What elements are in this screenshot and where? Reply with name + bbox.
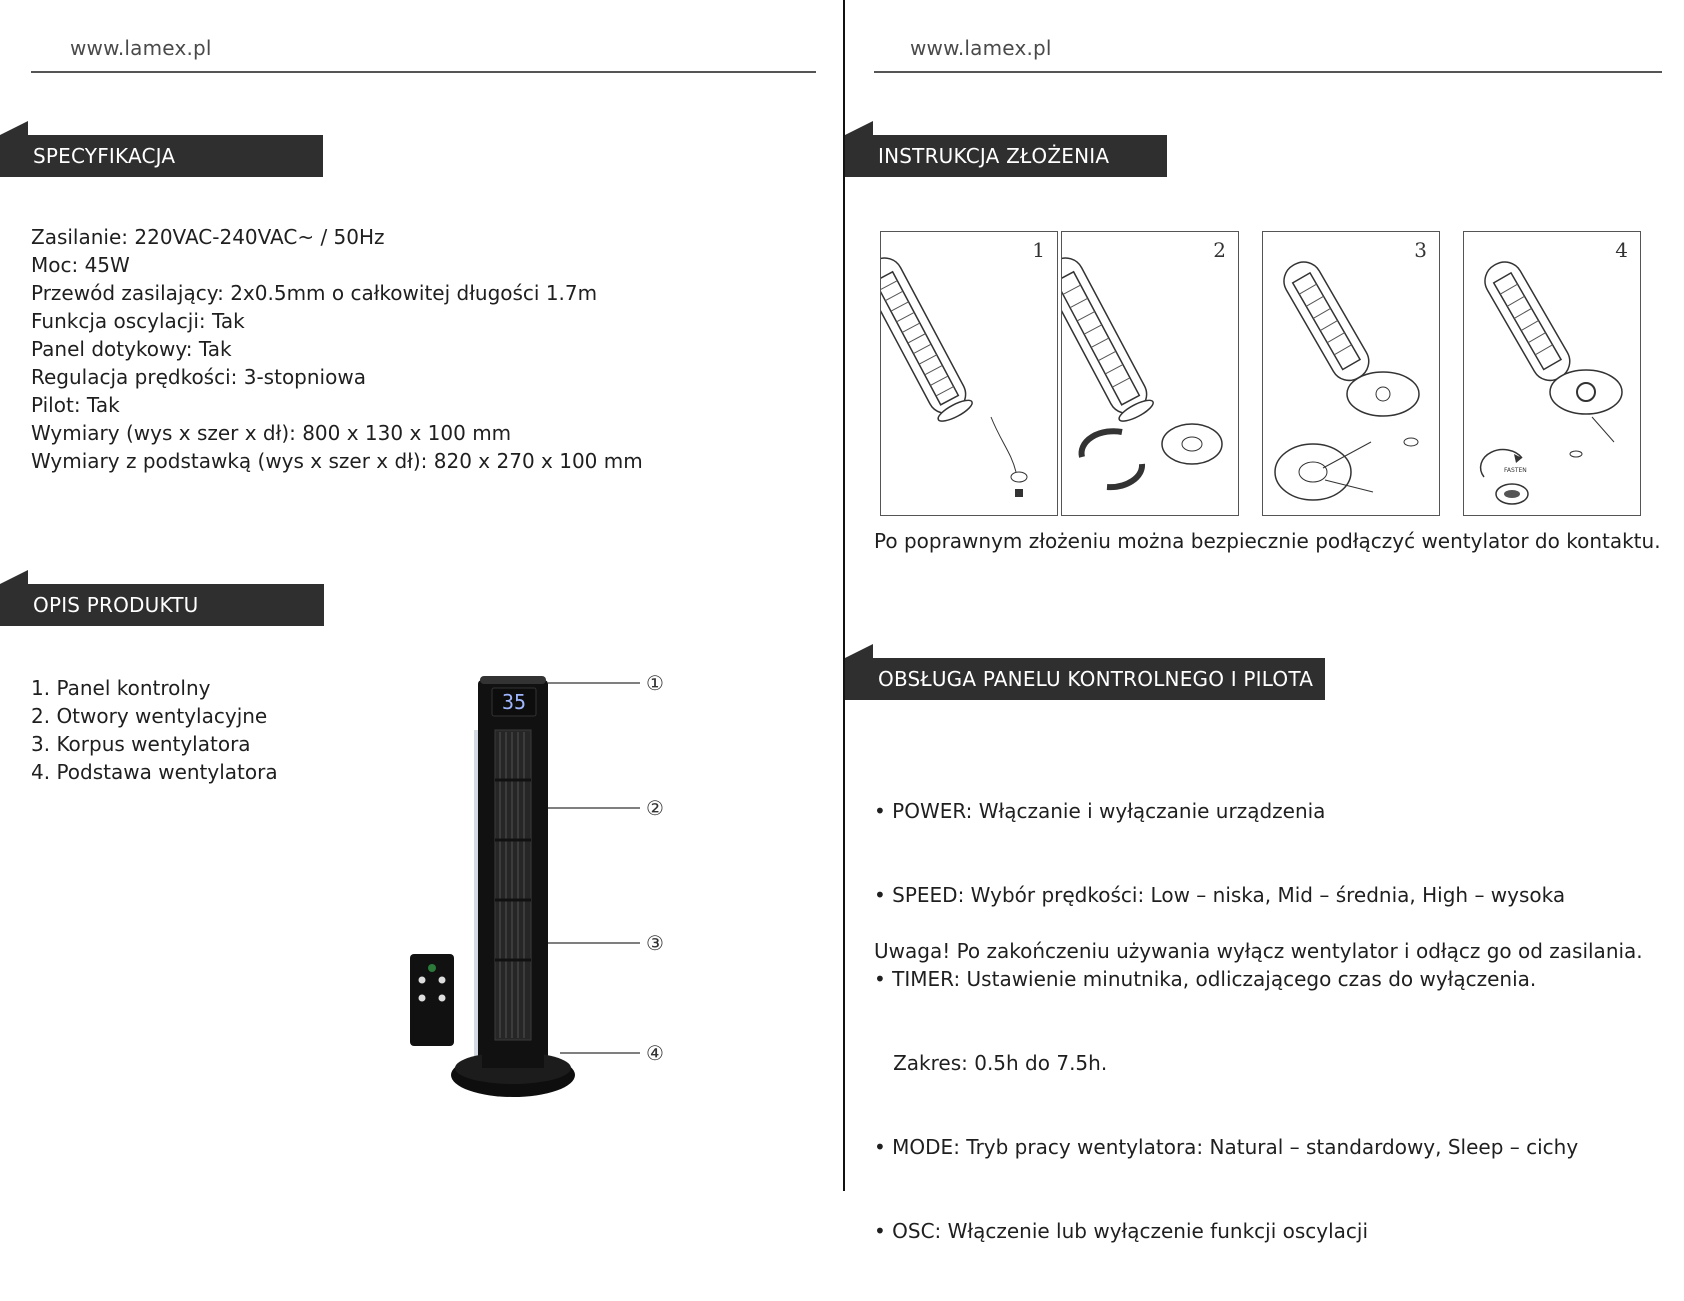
assembly-step-1 (880, 231, 1058, 516)
spec-section-title: SPECYFIKACJA (0, 135, 323, 177)
callout-1: ① (646, 671, 664, 695)
spec-line: Moc: 45W (31, 253, 130, 277)
warning-note: Uwaga! Po zakończeniu używania wyłącz wentylator i odłącz go od zasilania. (874, 939, 1643, 963)
description-item: 1. Panel kontrolny (31, 676, 211, 700)
header-divider (874, 71, 1662, 73)
spec-line: Pilot: Tak (31, 393, 120, 417)
assembly-step-2 (1061, 231, 1239, 516)
header-divider (31, 71, 816, 73)
assembly-step-3 (1262, 231, 1440, 516)
description-item: 4. Podstawa wentylatora (31, 760, 278, 784)
description-item: 3. Korpus wentylatora (31, 732, 251, 756)
remote-control (410, 954, 454, 1046)
step-number: 3 (1414, 238, 1427, 262)
right-page (845, 0, 1684, 1243)
spec-line: Zasilanie: 220VAC-240VAC~ / 50Hz (31, 225, 385, 249)
panel-section-title: OBSŁUGA PANELU KONTROLNEGO I PILOTA (845, 658, 1325, 700)
step-number: 1 (1032, 238, 1045, 262)
description-section-title: OPIS PRODUKTU (0, 584, 324, 626)
step-number: 2 (1213, 238, 1226, 262)
step-2-illustration (1062, 232, 1240, 517)
step-3-illustration (1263, 232, 1441, 517)
panel-line: • OSC: Włączenie lub wyłączenie funkcji oscylacji (874, 1219, 1369, 1243)
fasten-label: FASTEN (1504, 467, 1527, 474)
section-title-notch (0, 570, 28, 584)
step-1-illustration (881, 232, 1059, 517)
spec-line: Funkcja oscylacji: Tak (31, 309, 245, 333)
panel-line: • TIMER: Ustawienie minutnika, odliczającego czas do wyłączenia. (874, 967, 1537, 991)
panel-instructions (874, 741, 1578, 1301)
description-list (31, 674, 278, 786)
spec-line: Wymiary (wys x szer x dł): 800 x 130 x 100 mm (31, 421, 512, 445)
assembly-section-title: INSTRUKCJA ZŁOŻENIA (845, 135, 1167, 177)
panel-line: Zakres: 0.5h do 7.5h. (874, 1051, 1108, 1075)
left-page (0, 0, 843, 1191)
tower-fan-diagram (400, 670, 700, 1120)
callout-2: ② (646, 796, 664, 820)
section-title-notch (845, 121, 873, 135)
step-number: 4 (1615, 238, 1628, 262)
step-4-illustration (1464, 232, 1642, 517)
spec-line: Przewód zasilający: 2x0.5mm o całkowitej długości 1.7m (31, 281, 598, 305)
display-value: 35 (501, 690, 527, 714)
site-url: www.lamex.pl (70, 36, 212, 60)
spec-line: Wymiary z podstawką (wys x szer x dł): 820 x 270 x 100 mm (31, 449, 643, 473)
spec-line: Regulacja prędkości: 3-stopniowa (31, 365, 366, 389)
assembly-step-4 (1463, 231, 1641, 516)
section-title-notch (845, 644, 873, 658)
panel-line: • POWER: Włączanie i wyłączanie urządzenia (874, 799, 1326, 823)
assembly-note: Po poprawnym złożeniu można bezpiecznie podłączyć wentylator do kontaktu. (874, 529, 1661, 553)
panel-line: • SPEED: Wybór prędkości: Low – niska, Mid – średnia, High – wysoka (874, 883, 1566, 907)
description-item: 2. Otwory wentylacyjne (31, 704, 268, 728)
section-title-notch (0, 121, 28, 135)
callout-3: ③ (646, 931, 664, 955)
site-url: www.lamex.pl (910, 36, 1052, 60)
callout-4: ④ (646, 1041, 664, 1065)
spec-line: Panel dotykowy: Tak (31, 337, 232, 361)
spec-list (31, 223, 643, 475)
panel-line: • MODE: Tryb pracy wentylatora: Natural – standardowy, Sleep – cichy (874, 1135, 1579, 1159)
